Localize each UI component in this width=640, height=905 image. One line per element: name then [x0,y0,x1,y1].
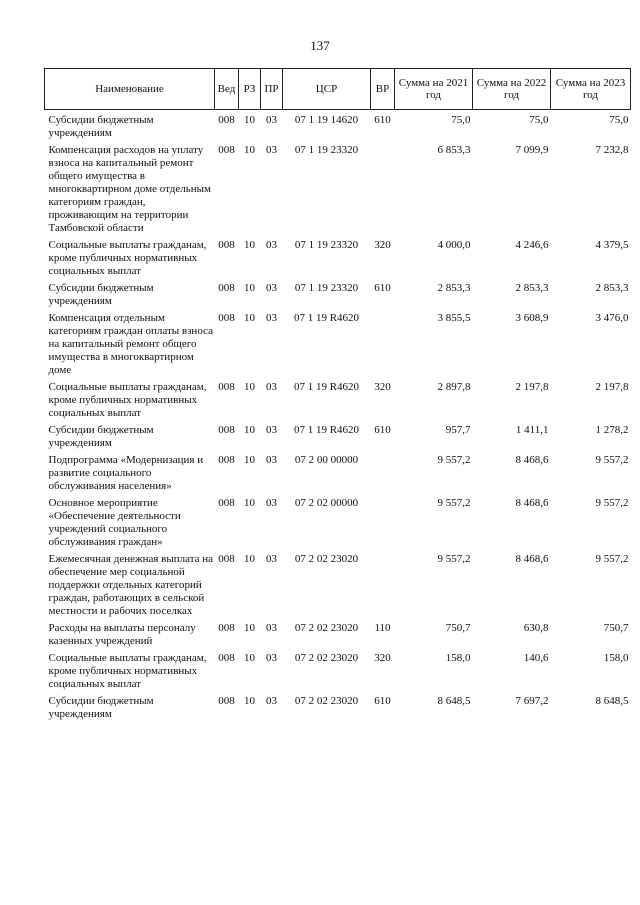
row-csr: 07 2 02 23020 [294,553,359,565]
row-sum-2022: 75,0 [529,114,549,126]
row-sum-2021: 9 557,2 [437,553,471,565]
header-csr: ЦСР [283,69,371,110]
row-csr: 07 2 02 23020 [294,652,359,664]
row-vr [371,549,395,553]
row-sum-2022: 8 468,6 [515,454,549,466]
row-ved: 008 [218,497,235,509]
row-sum-2021: 75,0 [451,114,471,126]
row-sum-2021: 9 557,2 [437,454,471,466]
row-ved: 008 [218,553,235,565]
row-ved: 008 [218,312,235,324]
row-sum-2023: 750,7 [603,622,629,634]
row-ved: 008 [218,424,235,436]
row-sum-2022: 7 099,9 [515,144,549,156]
row-ved: 008 [218,239,235,251]
row-rz: 10 [244,282,255,294]
row-pr: 03 [266,454,277,466]
row-pr: 03 [266,695,277,707]
row-rz: 10 [244,144,255,156]
row-sum-2021: 3 855,5 [437,312,471,324]
row-pr: 03 [266,282,277,294]
row-vr: 610 [374,114,391,126]
row-ved: 008 [218,652,235,664]
row-ved: 008 [218,381,235,393]
row-sum-2022: 8 468,6 [515,553,549,565]
row-rz: 10 [244,652,255,664]
row-sum-2023: 1 278,2 [595,424,629,436]
row-vr [371,308,395,312]
table-row [45,618,631,648]
row-rz: 10 [244,695,255,707]
row-name: Расходы на выплаты персоналу казенных учреждений [48,622,196,647]
table-row [45,549,631,618]
row-rz: 10 [244,553,255,565]
header-sum-2023: Сумма на 2023 год [551,69,631,110]
row-name: Ежемесячная денежная выплата на обеспечение мер социальной поддержки отдельных категорий граждан, работающих в сельской местности и рабочих поселках [48,553,214,617]
table-row [45,691,631,721]
header-sum-2022: Сумма на 2022 год [473,69,551,110]
table-row [45,648,631,691]
row-sum-2021: 957,7 [445,424,471,436]
table-row [45,420,631,450]
row-rz: 10 [244,622,255,634]
row-sum-2023: 4 379,5 [595,239,629,251]
row-sum-2022: 4 246,6 [515,239,549,251]
row-sum-2023: 158,0 [603,652,629,664]
header-ved: Вед [215,69,239,110]
row-sum-2023: 7 232,8 [595,144,629,156]
row-rz: 10 [244,381,255,393]
header-vr: ВР [371,69,395,110]
table-row [45,493,631,549]
row-csr: 07 2 00 00000 [294,454,359,466]
row-ved: 008 [218,144,235,156]
row-name: Компенсация отдельным категориям граждан оплаты взноса на капитальный ремонт общего имущества в многоквартирном доме [48,312,213,376]
row-sum-2022: 7 697,2 [515,695,549,707]
row-sum-2022: 140,6 [523,652,549,664]
row-sum-2023: 8 648,5 [595,695,629,707]
row-sum-2022: 2 197,8 [515,381,549,393]
table-row [45,235,631,278]
header-name: Наименование [45,69,215,110]
row-pr: 03 [266,424,277,436]
row-sum-2021: 4 000,0 [437,239,471,251]
row-csr: 07 2 02 23020 [294,695,359,707]
page-number: 137 [310,38,330,53]
row-sum-2022: 8 468,6 [515,497,549,509]
row-rz: 10 [244,312,255,324]
row-sum-2023: 9 557,2 [595,454,629,466]
budget-table [44,68,631,721]
row-vr [371,140,395,144]
row-pr: 03 [266,553,277,565]
row-pr: 03 [266,652,277,664]
header-rz: РЗ [239,69,261,110]
row-vr: 610 [374,695,391,707]
row-sum-2023: 2 853,3 [595,282,629,294]
row-sum-2023: 9 557,2 [595,553,629,565]
row-sum-2022: 1 411,1 [515,424,549,436]
row-vr [371,493,395,497]
table-row [45,450,631,493]
row-csr: 07 1 19 R4620 [293,312,360,324]
row-name: Субсидии бюджетным учреждениям [48,424,154,449]
table-row [45,308,631,377]
row-vr: 320 [374,239,391,251]
row-rz: 10 [244,424,255,436]
row-sum-2021: 2 897,8 [437,381,471,393]
row-ved: 008 [218,695,235,707]
row-sum-2023: 75,0 [609,114,629,126]
row-csr: 07 1 19 14620 [294,114,359,126]
row-ved: 008 [218,114,235,126]
row-ved: 008 [218,454,235,466]
row-vr: 110 [374,622,391,634]
row-pr: 03 [266,312,277,324]
row-sum-2023: 9 557,2 [595,497,629,509]
row-rz: 10 [244,114,255,126]
header-sum-2021: Сумма на 2021 год [395,69,473,110]
row-name: Социальные выплаты гражданам, кроме публичных нормативных социальных выплат [48,381,207,419]
row-sum-2021: 9 557,2 [437,497,471,509]
row-csr: 07 2 02 00000 [294,497,359,509]
table-row [45,110,631,141]
row-pr: 03 [266,114,277,126]
row-name: Субсидии бюджетным учреждениям [48,282,154,307]
row-ved: 008 [218,622,235,634]
row-sum-2022: 3 608,9 [515,312,549,324]
table-row [45,278,631,308]
row-csr: 07 1 19 23320 [294,239,359,251]
table-header-row [45,69,631,110]
row-name: Подпрограмма «Модернизация и развитие социального обслуживания населения» [48,454,204,492]
row-pr: 03 [266,144,277,156]
table-row [45,377,631,420]
row-rz: 10 [244,497,255,509]
row-vr [371,450,395,454]
row-sum-2021: 750,7 [445,622,471,634]
table-row [45,140,631,235]
row-pr: 03 [266,497,277,509]
row-pr: 03 [266,381,277,393]
row-sum-2021: 158,0 [445,652,471,664]
row-vr: 610 [374,424,391,436]
row-sum-2021: 6 853,3 [437,144,471,156]
row-csr: 07 1 19 23320 [294,282,359,294]
row-sum-2023: 2 197,8 [595,381,629,393]
row-sum-2021: 2 853,3 [437,282,471,294]
row-csr: 07 1 19 R4620 [293,424,360,436]
row-csr: 07 1 19 R4620 [293,381,360,393]
row-csr: 07 2 02 23020 [294,622,359,634]
row-name: Субсидии бюджетным учреждениям [48,695,154,720]
row-vr: 320 [374,652,391,664]
row-name: Субсидии бюджетным учреждениям [48,114,154,139]
row-sum-2022: 2 853,3 [515,282,549,294]
row-pr: 03 [266,622,277,634]
row-sum-2021: 8 648,5 [437,695,471,707]
row-name: Основное мероприятие «Обеспечение деятельности учреждений социального обслуживания граждан» [48,497,181,548]
row-csr: 07 1 19 23320 [294,144,359,156]
row-rz: 10 [244,454,255,466]
row-name: Компенсация расходов на уплату взноса на капитальный ремонт общего имущества в многоквартирном доме отдельным категориям граждан, проживающим на территории Тамбовской области [48,144,212,234]
row-name: Социальные выплаты гражданам, кроме публичных нормативных социальных выплат [48,239,207,277]
row-sum-2022: 630,8 [523,622,549,634]
header-pr: ПР [261,69,283,110]
row-ved: 008 [218,282,235,294]
row-name: Социальные выплаты гражданам, кроме публичных нормативных социальных выплат [48,652,207,690]
row-vr: 320 [374,381,391,393]
row-vr: 610 [374,282,391,294]
row-pr: 03 [266,239,277,251]
row-rz: 10 [244,239,255,251]
row-sum-2023: 3 476,0 [595,312,629,324]
